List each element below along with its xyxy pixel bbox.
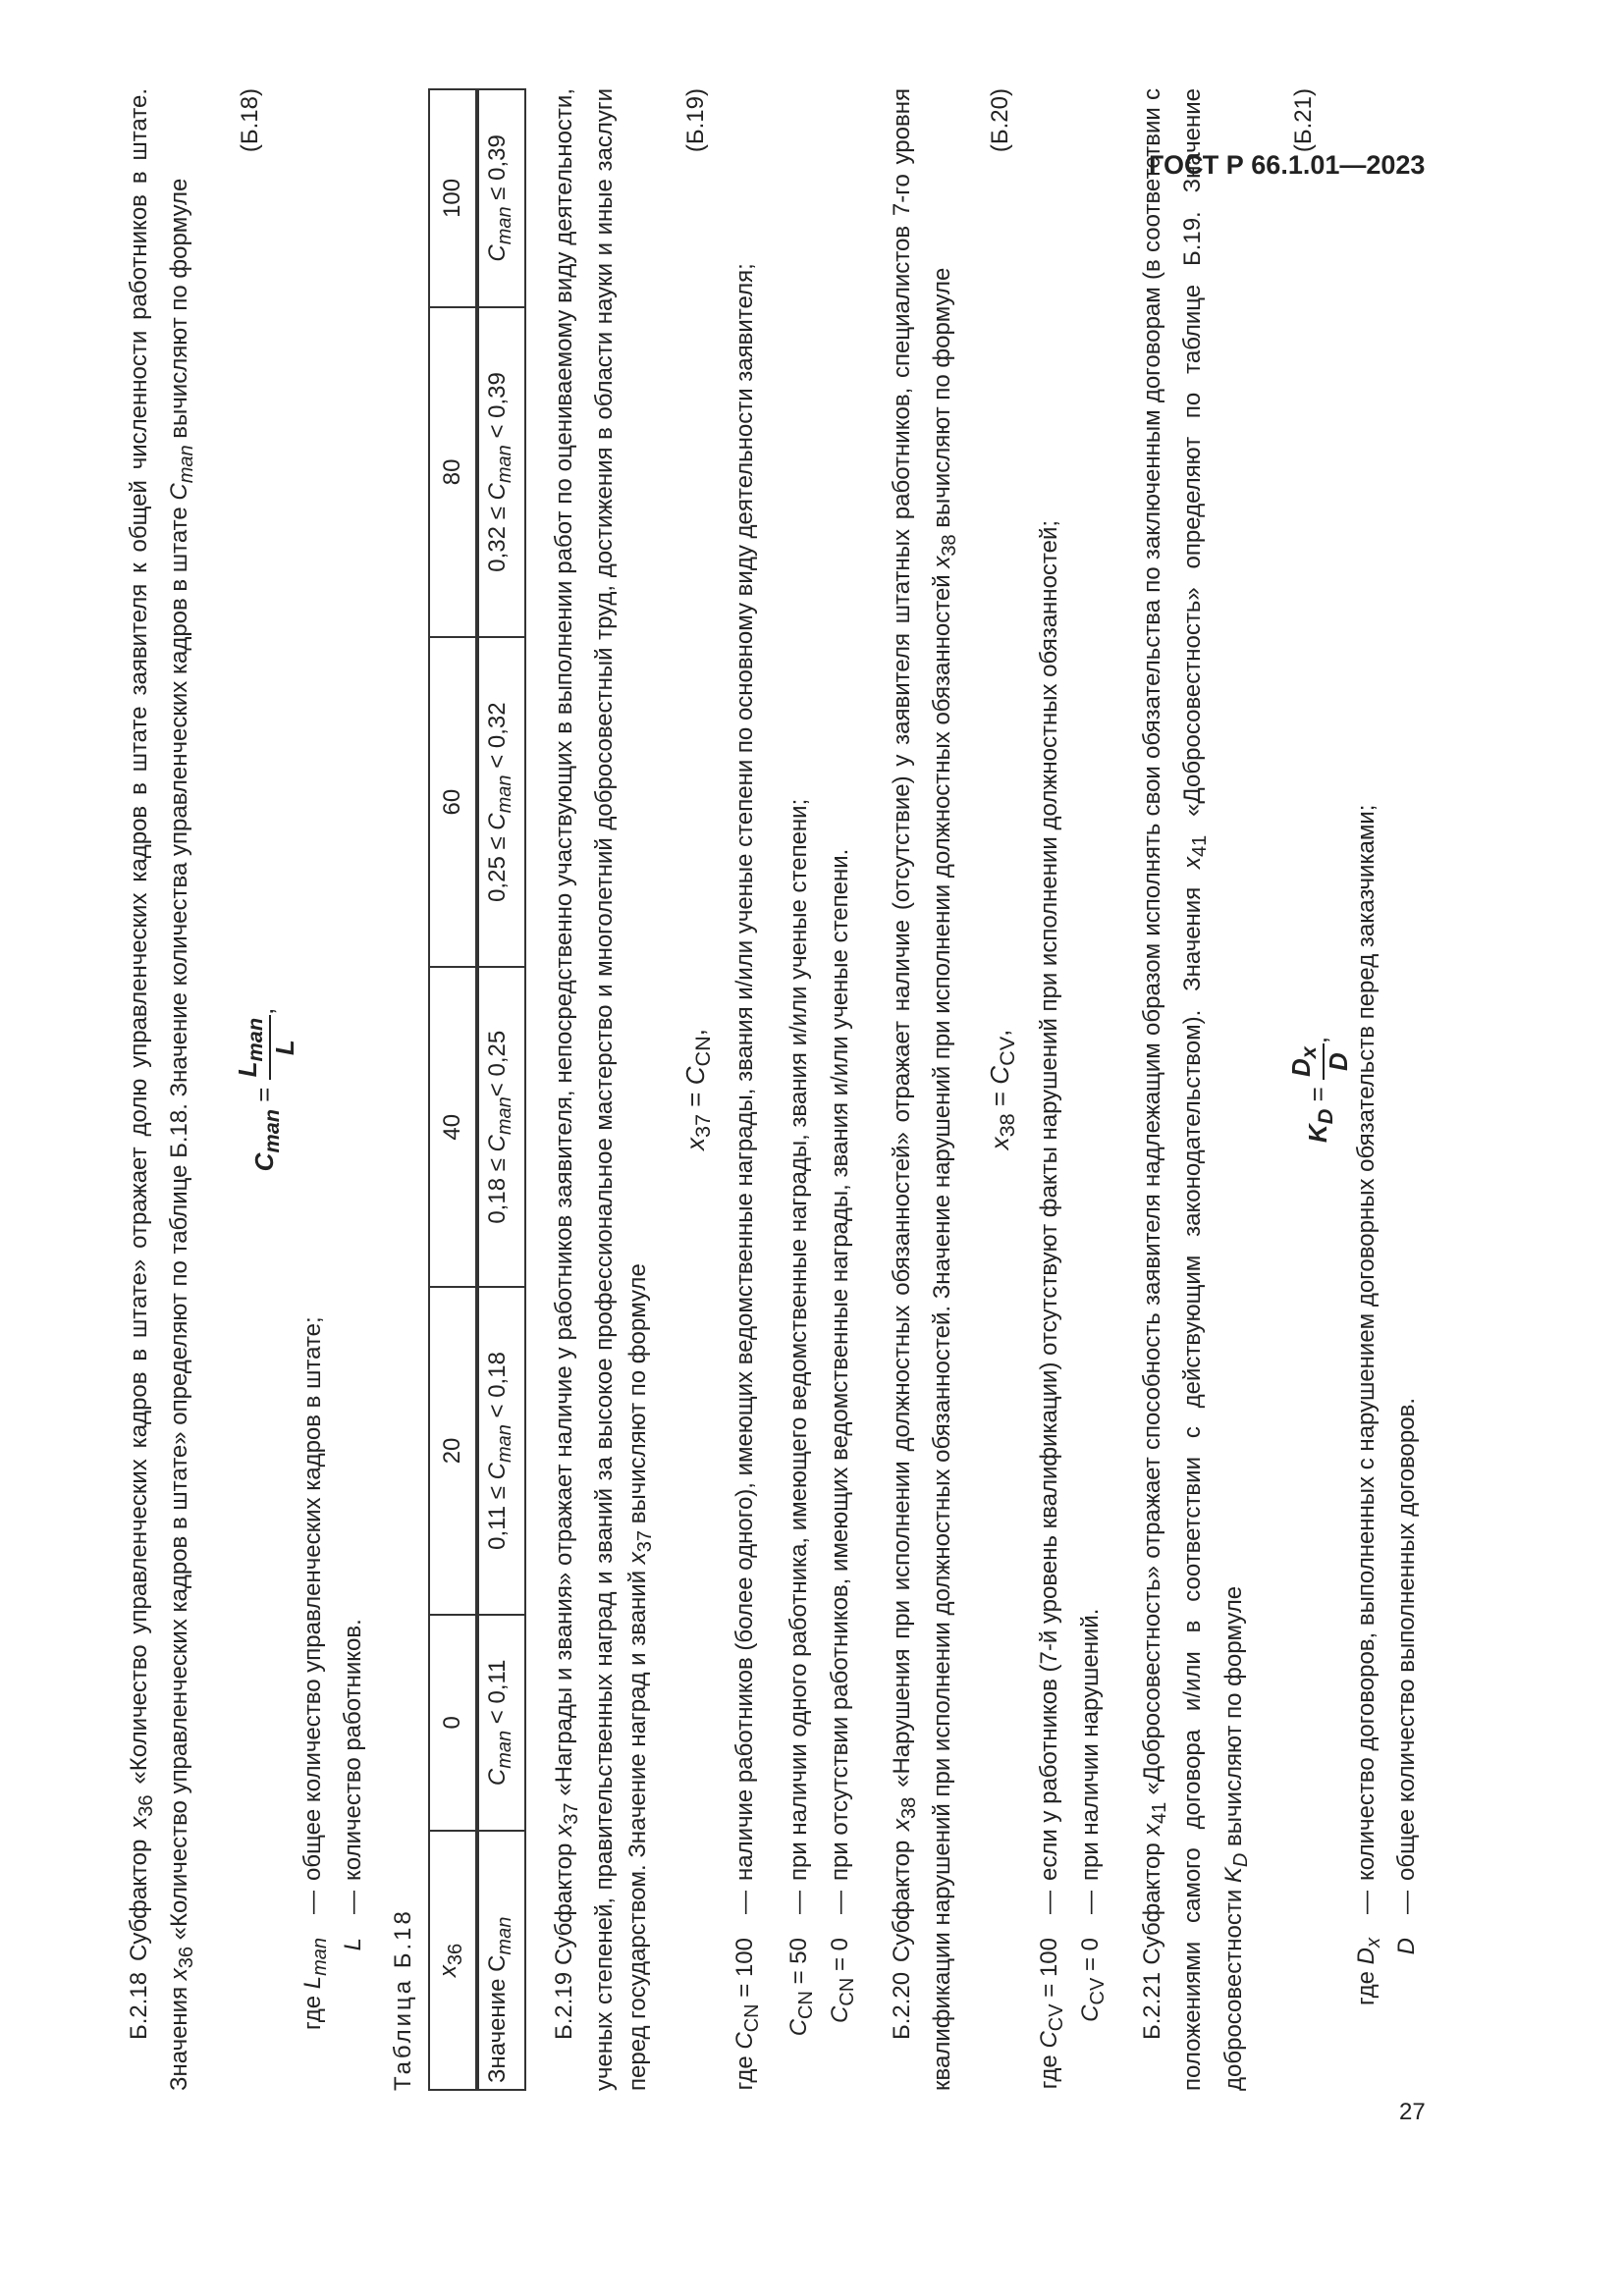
- definition-row: $C_{CV} = 0$ — при наличии нарушений.: [1076, 1608, 1109, 2022]
- formula-number: (Б.21): [1289, 88, 1317, 153]
- table-cell: $0,32 \le C_{man} < 0,39$: [477, 307, 525, 637]
- table-cell: $C_{man} < 0,11$: [477, 1615, 525, 1831]
- formula-b18: $C_{man}$ = $L_{man}$ L , (Б.18): [232, 88, 299, 1172]
- formula-b21: $K_D$ = $D_x$ D , (Б.21): [1285, 88, 1354, 1144]
- table-cell: 0: [429, 1615, 477, 1831]
- definition-row: L — количество работников.: [339, 1619, 366, 1951]
- table-cell: 60: [429, 637, 477, 967]
- table-cell: $C_{man} \le 0,39$: [477, 89, 525, 307]
- table-cell: $0,25 \le C_{man} < 0,32$: [477, 637, 525, 967]
- table-header-row: $x_{36}$ 0 20 40 60 80 100: [429, 89, 477, 2090]
- definition-row: где $L_{man}$ — общее количество управленческих кадров в штате;: [298, 1316, 331, 2030]
- paragraph-b2-21: Б.2.21 Субфактор $x_{41}$ «Добросовестность» отражает способность заявителя надлежащим образом исполнять свои обязательства по заключенным договорам (в соответствии с положениями самого договора и/или в соответствии с действующим законодательством). Значения $x_{41}$ «Добросовестность» определяют по таблице Б.19. Значение добросовестности $K_D$ вычисляют по формуле: [1139, 87, 1252, 2091]
- definitions-b21: [1350, 88, 1424, 2091]
- fraction: $D_x$ D: [1287, 1043, 1352, 1080]
- table-caption: Таблица Б.18: [390, 1908, 417, 2091]
- formula-number: (Б.20): [987, 88, 1014, 153]
- table-cell: 80: [429, 307, 477, 637]
- formula-number: (Б.19): [681, 88, 709, 153]
- paragraph-b2-19: Б.2.19 Субфактор $x_{37}$ «Награды и звания» отражает наличие у работников заявителя, непосредственно участвующих в выполнении работ по оцениваемому виду деятельности, ученых степеней, правительственных наград и званий за высокое профессиональное мастерство и многолетний добросовестный труд, достижения в области науки и иные заслуги перед государством. Значение наград и званий $x_{37}$ вычисляют по формуле: [550, 88, 656, 2091]
- table-cell: $0,18 \le C_{man}< 0,25$: [477, 967, 525, 1287]
- table-row: Значение $C_{man}$ $C_{man} < 0,11$ $0,11 \le C_{man} < 0,18$ $0,18 \le C_{man}< 0,25$ $0,25 \le C_{man} < 0,32$ $0,32 \le C_{man} < 0,39$ $C_{man} \le 0,39$: [477, 89, 525, 2090]
- rotated-page-content: [123, 88, 1458, 2091]
- definitions-b19: [729, 88, 864, 2091]
- page-number: 27: [1399, 2099, 1426, 2125]
- table-cell: 20: [429, 1287, 477, 1614]
- document-header: ГОСТ Р 66.1.01—2023: [1149, 150, 1426, 180]
- formula-b19: $x_{37} = C_{CN}$, (Б.19): [679, 88, 716, 1151]
- definition-row: D — общее количество выполненных договоров.: [1393, 1398, 1421, 1955]
- definition-row: $C_{CN} = 50$ — при наличии одного работника, имеющего ведомственные награды, звания и/или ученые степени;: [785, 798, 818, 2037]
- table-cell: 100: [429, 89, 477, 307]
- table-b18: [428, 88, 526, 2091]
- definition-row: где $C_{CN} = 100$ — наличие работников (более одного), имеющих ведомственные награды, звания и/или ученые степени по основному виду деятельности заявителя;: [731, 263, 763, 2091]
- definition-row: где $C_{CV} = 100$ — если у работников (7-й уровень квалификации) отсутствуют факты нарушений при исполнении должностных обязанностей;: [1036, 519, 1068, 2090]
- paragraph-b2-20: Б.2.20 Субфактор $x_{38}$ «Нарушения при исполнении должностных обязанностей» отражает наличие (отсутствие) у заявителя штатных работников, специалистов 7-го уровня квалификации нарушений при исполнении должностных обязанностей. Значение нарушений при исполнении должностных обязанностей $x_{38}$ вычисляют по формуле: [888, 88, 960, 2091]
- definition-row: $C_{CN} = 0$ — при отсутствии работников, имеющих ведомственные награды, звания и/или ученые степени.: [826, 848, 858, 2023]
- definitions-b20: [1033, 88, 1114, 2091]
- paragraph-b2-18: Б.2.18 Субфактор $x_{36}$ «Количество управленческих кадров в штате» отражает долю управленческих кадров в штате заявителя к общей численности работников в штате. Значения $x_{36}$ «Количество управленческих кадров в штате» определяют по таблице Б.18. Значение количества управленческих кадров в штате $C_{man}$ вычисляют по формуле: [126, 88, 198, 2091]
- definition-row: где $D_x$ — количество договоров, выполненных с нарушением договорных обязательств перед заказчиками;: [1352, 804, 1384, 2006]
- fraction: $L_{man}$ L: [234, 1015, 298, 1080]
- table-cell: 40: [429, 967, 477, 1287]
- formula-b20: $x_{38} = C_{CV}$, (Б.20): [985, 88, 1020, 1150]
- definitions-b18: [297, 88, 370, 2091]
- table-cell: $0,11 \le C_{man} < 0,18$: [477, 1287, 525, 1614]
- formula-number: (Б.18): [236, 88, 263, 153]
